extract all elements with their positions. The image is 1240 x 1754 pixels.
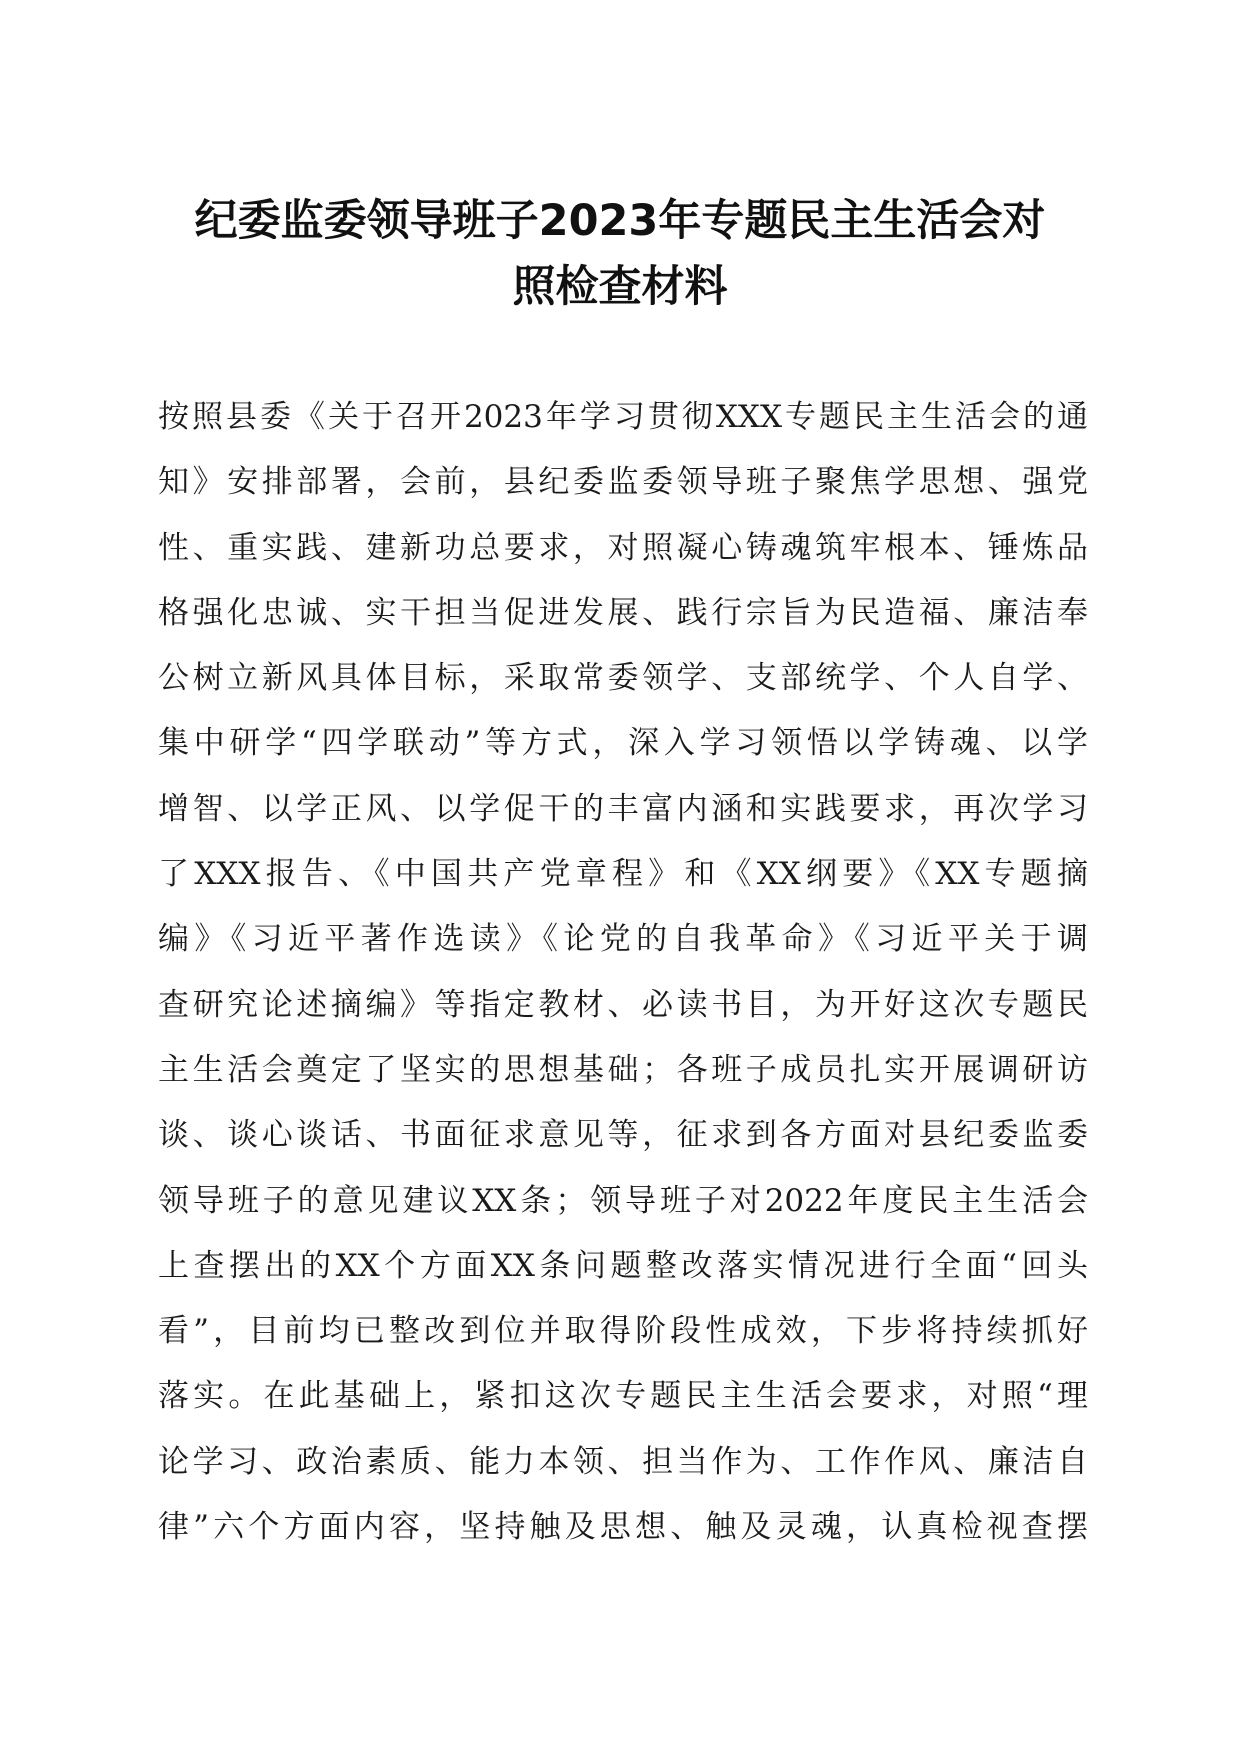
- body-line: 查研究论述摘编》等指定教材、必读书目，为开好这次专题民: [158, 986, 1088, 1023]
- body-line: 公树立新风具体目标，采取常委领学、支部统学、个人自学、: [158, 660, 1088, 697]
- title-line-1: 纪委监委领导班子2023年专题民主生活会对: [194, 196, 1046, 246]
- body-line: 律”六个方面内容，坚持触及思想、触及灵魂，认真检视查摆: [158, 1509, 1088, 1546]
- body-line: 看”，目前均已整改到位并取得阶段性成效，下步将持续抓好: [158, 1313, 1088, 1350]
- body-line: 增智、以学正风、以学促干的丰富内涵和实践要求，再次学习: [158, 790, 1088, 827]
- title-line-2: 照检查材料: [512, 262, 728, 312]
- body-line: 性、重实践、建新功总要求，对照凝心铸魂筑牢根本、锤炼品: [158, 529, 1088, 566]
- document-body: [158, 385, 1088, 1560]
- body-line: 领导班子的意见建议XX条；领导班子对2022年度民主生活会: [158, 1182, 1088, 1219]
- body-line: 集中研学“四学联动”等方式，深入学习领悟以学铸魂、以学: [158, 725, 1088, 762]
- body-line: 论学习、政治素质、能力本领、担当作为、工作作风、廉洁自: [158, 1443, 1088, 1480]
- body-line: 格强化忠诚、实干担当促进发展、践行宗旨为民造福、廉洁奉: [158, 594, 1088, 631]
- body-line: 按照县委《关于召开2023年学习贯彻XXX专题民主生活会的通: [158, 399, 1088, 435]
- body-line: 上查摆出的XX个方面XX条问题整改落实情况进行全面“回头: [158, 1247, 1088, 1284]
- body-line: 知》安排部署，会前，县纪委监委领导班子聚焦学思想、强党: [158, 464, 1088, 501]
- body-line: 谈、谈心谈话、书面征求意见等，征求到各方面对县纪委监委: [158, 1117, 1088, 1154]
- body-line: 了XXX报告、《中国共产党章程》和《XX纲要》《XX专题摘: [158, 856, 1088, 893]
- body-line: 落实。在此基础上，紧扣这次专题民主生活会要求，对照“理: [158, 1378, 1088, 1415]
- body-line: 主生活会奠定了坚实的思想基础；各班子成员扎实开展调研访: [158, 1051, 1088, 1088]
- body-line: 编》《习近平著作选读》《论党的自我革命》《习近平关于调: [158, 921, 1088, 958]
- document-title: [150, 188, 1090, 320]
